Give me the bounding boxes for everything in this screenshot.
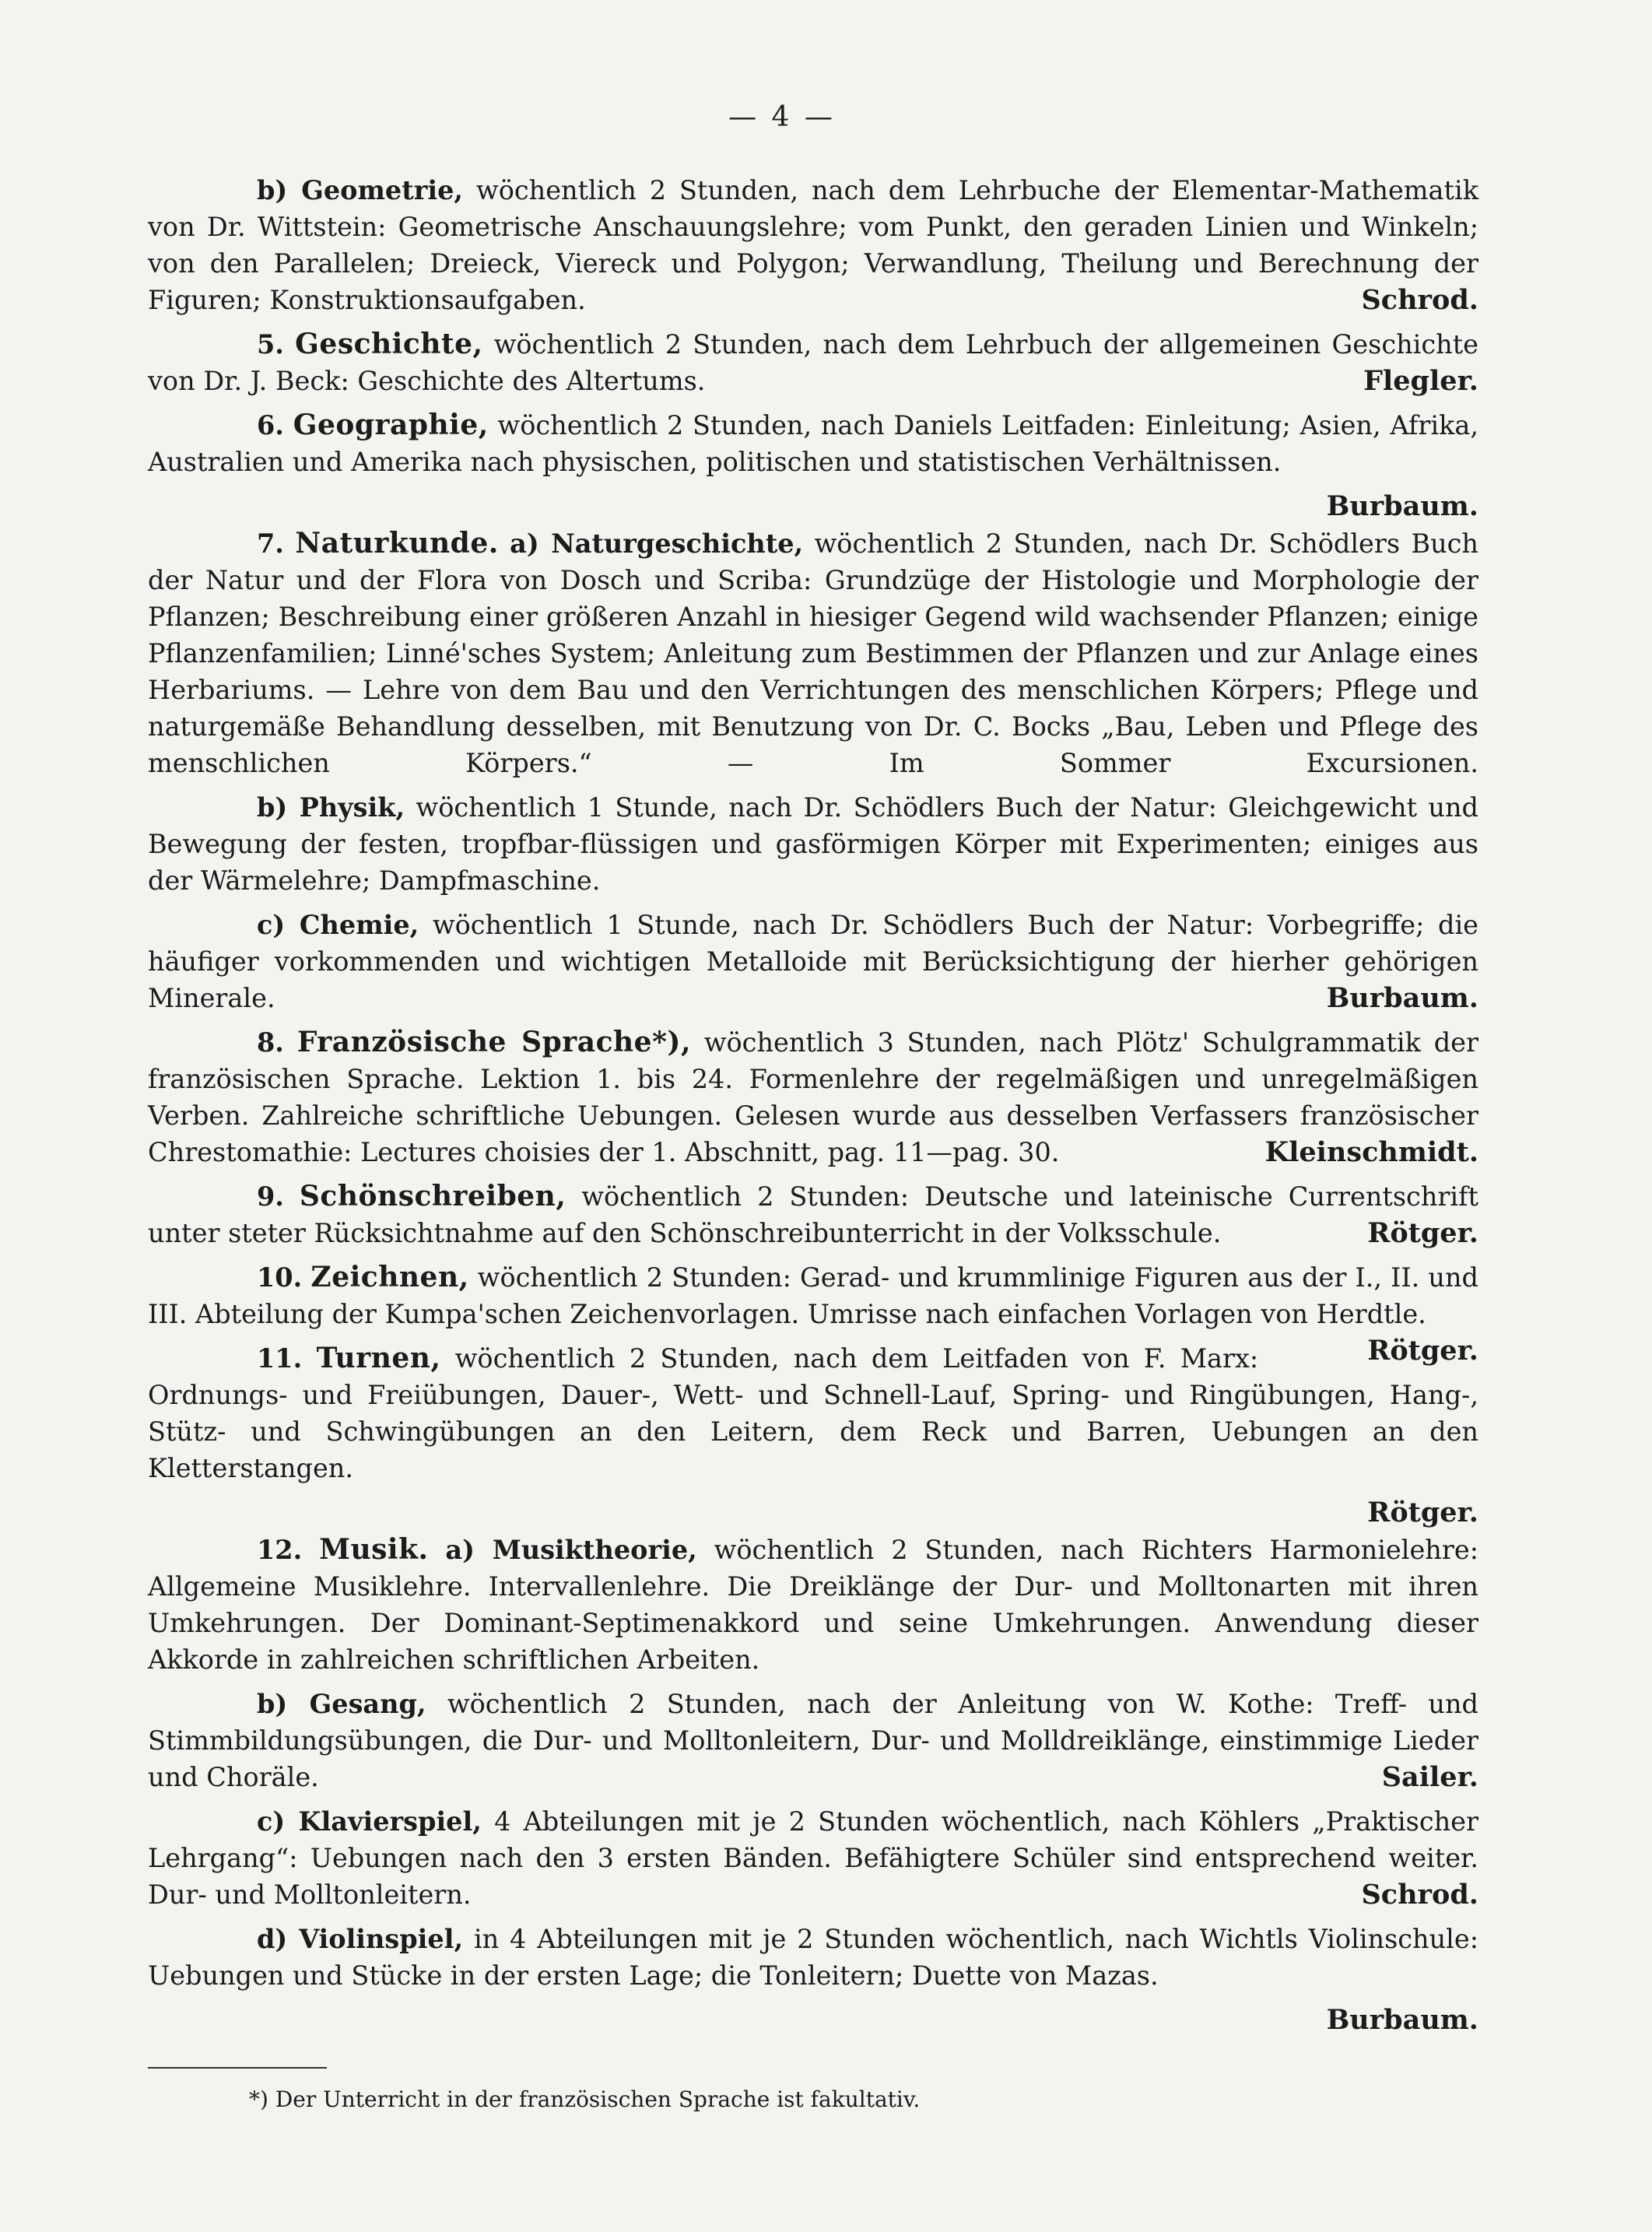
section-violinspiel: [148, 1921, 1478, 1994]
naturkunde-number: 7.: [257, 528, 284, 559]
section-gesang: [148, 1686, 1478, 1795]
musik-number: 12.: [257, 1535, 303, 1565]
section-geographie: [148, 407, 1478, 480]
violinspiel-label: d) Violinspiel,: [257, 1924, 464, 1954]
page-column: [148, 101, 1478, 2115]
schoenschreiben-number: 9.: [257, 1181, 284, 1212]
zeichnen-teacher: Rötger.: [1367, 1335, 1478, 1367]
geschichte-number: 5.: [257, 329, 284, 360]
turnen-teacher: Rötger.: [1367, 1497, 1478, 1528]
klavierspiel-text: 4 Abteilungen mit je 2 Stunden wöchentlich, nach Köhlers „Praktischer Lehrgang“: Uebungen nach den 3 ersten Bänden. Befähigtere Schüler sind entsprechend weiter. Dur- und Molltonleitern.: [148, 1806, 1479, 1910]
zeichnen-text: wöchentlich 2 Stunden: Gerad- und krummlinige Figuren aus der I., II. und III. Abteilung der Kumpa'schen Zeichenvorlagen. Umrisse nach einfachen Vorlagen von Herdtle.: [148, 1262, 1478, 1329]
physik-text: wöchentlich 1 Stunde, nach Dr. Schödlers Buch der Natur: Gleichgewicht und Bewegung der festen, tropfbar-flüssigen und gasförmigen Körper mit Experimenten; einiges aus der Wärmelehre; Dampfmaschine.: [148, 792, 1478, 896]
section-naturkunde: [148, 525, 1478, 781]
section-schoenschreiben: [148, 1178, 1478, 1251]
physik-label: b) Physik,: [257, 792, 405, 823]
page-number: — 4 —: [728, 101, 836, 133]
zeichnen-number: 10.: [257, 1262, 303, 1293]
chemie-text: wöchentlich 1 Stunde, nach Dr. Schödlers Buch der Natur: Vorbegriffe; die häufiger vorkommenden und wichtigen Metalloide mit Berücksichtigung der hierher gehörigen Minerale.: [148, 910, 1478, 1013]
violinspiel-text: in 4 Abteilungen mit je 2 Stunden wöchentlich, nach Wichtls Violinschule: Uebungen und Stücke in der ersten Lage; die Tonleitern; Duette von Mazas.: [148, 1924, 1478, 1991]
franzoesisch-number: 8.: [257, 1027, 284, 1058]
musiktheorie-label: a) Musiktheorie,: [445, 1535, 697, 1565]
geometrie-teacher: Schrod.: [1361, 284, 1478, 316]
naturkunde-teacher: Burbaum.: [1326, 982, 1478, 1014]
section-geometrie: [148, 172, 1478, 318]
section-chemie: [148, 907, 1478, 1016]
section-geschichte: [148, 326, 1478, 399]
geometrie-text: wöchentlich 2 Stunden, nach dem Lehrbuche der Elementar-Mathematik von Dr. Wittstein: Geometrische Anschauungslehre; vom Punkt, den geraden Linien und Winkeln; von den Parallelen; Dreieck, Viereck und Polygon; Verwandlung, Theilung und Berechnung der Figuren; Konstruktionsaufgaben.: [148, 175, 1478, 315]
section-musik: [148, 1532, 1478, 1678]
franzoesisch-teacher: Kleinschmidt.: [1264, 1136, 1478, 1168]
musiktheorie-text: wöchentlich 2 Stunden, nach Richters Harmonielehre: Allgemeine Musiklehre. Intervallenlehre. Die Dreiklänge der Dur- und Molltonarten mit ihren Umkehrungen. Der Dominant-Septimenakkord und seine Umkehrungen. Anwendung dieser Akkorde in zahlreichen schriftlichen Arbeiten.: [148, 1535, 1478, 1675]
geometrie-label: b) Geometrie,: [257, 175, 464, 205]
violinspiel-teacher: Burbaum.: [1326, 2004, 1478, 2036]
gesang-label: b) Gesang,: [257, 1689, 426, 1719]
turnen-label: Turnen,: [316, 1342, 441, 1374]
geographie-text: wöchentlich 2 Stunden, nach Daniels Leitfaden: Einleitung; Asien, Afrika, Australien und Amerika nach physischen, politischen und statistischen Verhältnissen.: [148, 410, 1479, 477]
naturgeschichte-text: wöchentlich 2 Stunden, nach Dr. Schödlers Buch der Natur und der Flora von Dosch und Scriba: Grundzüge der Histologie und Morphologie der Pflanzen; Beschreibung einer größeren Anzahl in hiesiger Gegend wild wachsender Pflanzen; einige Pflanzenfamilien; Linné'sches System; Anleitung zum Bestimmen der Pflanzen und zur Anlage eines Herbariums. — Lehre von dem Bau und den Verrichtungen des menschlichen Körpers; Pflege und naturgemäße Behandlung desselben, mit Benutzung von Dr. C. Bocks „Bau, Leben und Pflege des menschlichen Körpers.“ — Im Sommer Excursionen.: [148, 528, 1478, 778]
zeichnen-label: Zeichnen,: [310, 1261, 469, 1293]
gesang-teacher: Sailer.: [1381, 1761, 1478, 1793]
geschichte-text: wöchentlich 2 Stunden, nach dem Lehrbuch der allgemeinen Geschichte von Dr. J. Beck: Geschichte des Altertums.: [148, 329, 1478, 396]
schoenschreiben-text: wöchentlich 2 Stunden: Deutsche und lateinische Currentschrift unter steter Rücksichtnahme auf den Schönschreibunterricht in der Volksschule.: [148, 1181, 1478, 1248]
franzoesisch-label: Französische Sprache*),: [296, 1026, 691, 1058]
turnen-number: 11.: [257, 1343, 303, 1374]
franzoesisch-text: wöchentlich 3 Stunden, nach Plötz' Schulgrammatik der französischen Sprache. Lektion 1. bis 24. Formenlehre der regelmäßigen und unregelmäßigen Verben. Zahlreiche schriftliche Uebungen. Gelesen wurde aus desselben Verfassers französischer Chrestomathie: Lectures choisies der 1. Abschnitt, pag. 11—pag. 30.: [148, 1027, 1478, 1167]
geographie-teacher: Burbaum.: [1326, 490, 1478, 522]
section-klavierspiel: [148, 1803, 1478, 1913]
naturgeschichte-label: a) Naturgeschichte,: [510, 528, 804, 559]
musik-label: Musik.: [319, 1533, 429, 1566]
geschichte-teacher: Flegler.: [1363, 365, 1478, 397]
gesang-text: wöchentlich 2 Stunden, nach der Anleitung von W. Kothe: Treff- und Stimmbildungsübungen, die Dur- und Molltonleitern, Dur- und Molldreiklänge, einstimmige Lieder und Choräle.: [148, 1689, 1478, 1792]
naturkunde-label: Naturkunde.: [295, 527, 499, 560]
schoenschreiben-label: Schönschreiben,: [299, 1180, 566, 1213]
footnote-rule: [148, 2067, 327, 2069]
section-physik: [148, 789, 1478, 899]
section-franzoesisch: [148, 1024, 1478, 1170]
footnote: *) Der Unterricht in der französischen Sprache ist fakultativ.: [249, 2086, 921, 2112]
geographie-label: Geographie,: [293, 409, 489, 441]
geographie-number: 6.: [257, 410, 284, 440]
klavierspiel-label: c) Klavierspiel,: [257, 1806, 482, 1837]
chemie-label: c) Chemie,: [257, 910, 419, 940]
geschichte-label: Geschichte,: [295, 328, 483, 360]
schoenschreiben-teacher: Rötger.: [1367, 1217, 1478, 1249]
turnen-text: wöchentlich 2 Stunden, nach dem Leitfaden von F. Marx: Ordnungs- und Freiübungen, Dauer-, Wett- und Schnell-Lauf, Spring- und Ringübungen, Hang-, Stütz- und Schwingübungen an den Leitern, dem Reck und Barren, Uebungen an den Kletterstangen.: [148, 1343, 1478, 1483]
klavierspiel-teacher: Schrod.: [1361, 1879, 1478, 1911]
